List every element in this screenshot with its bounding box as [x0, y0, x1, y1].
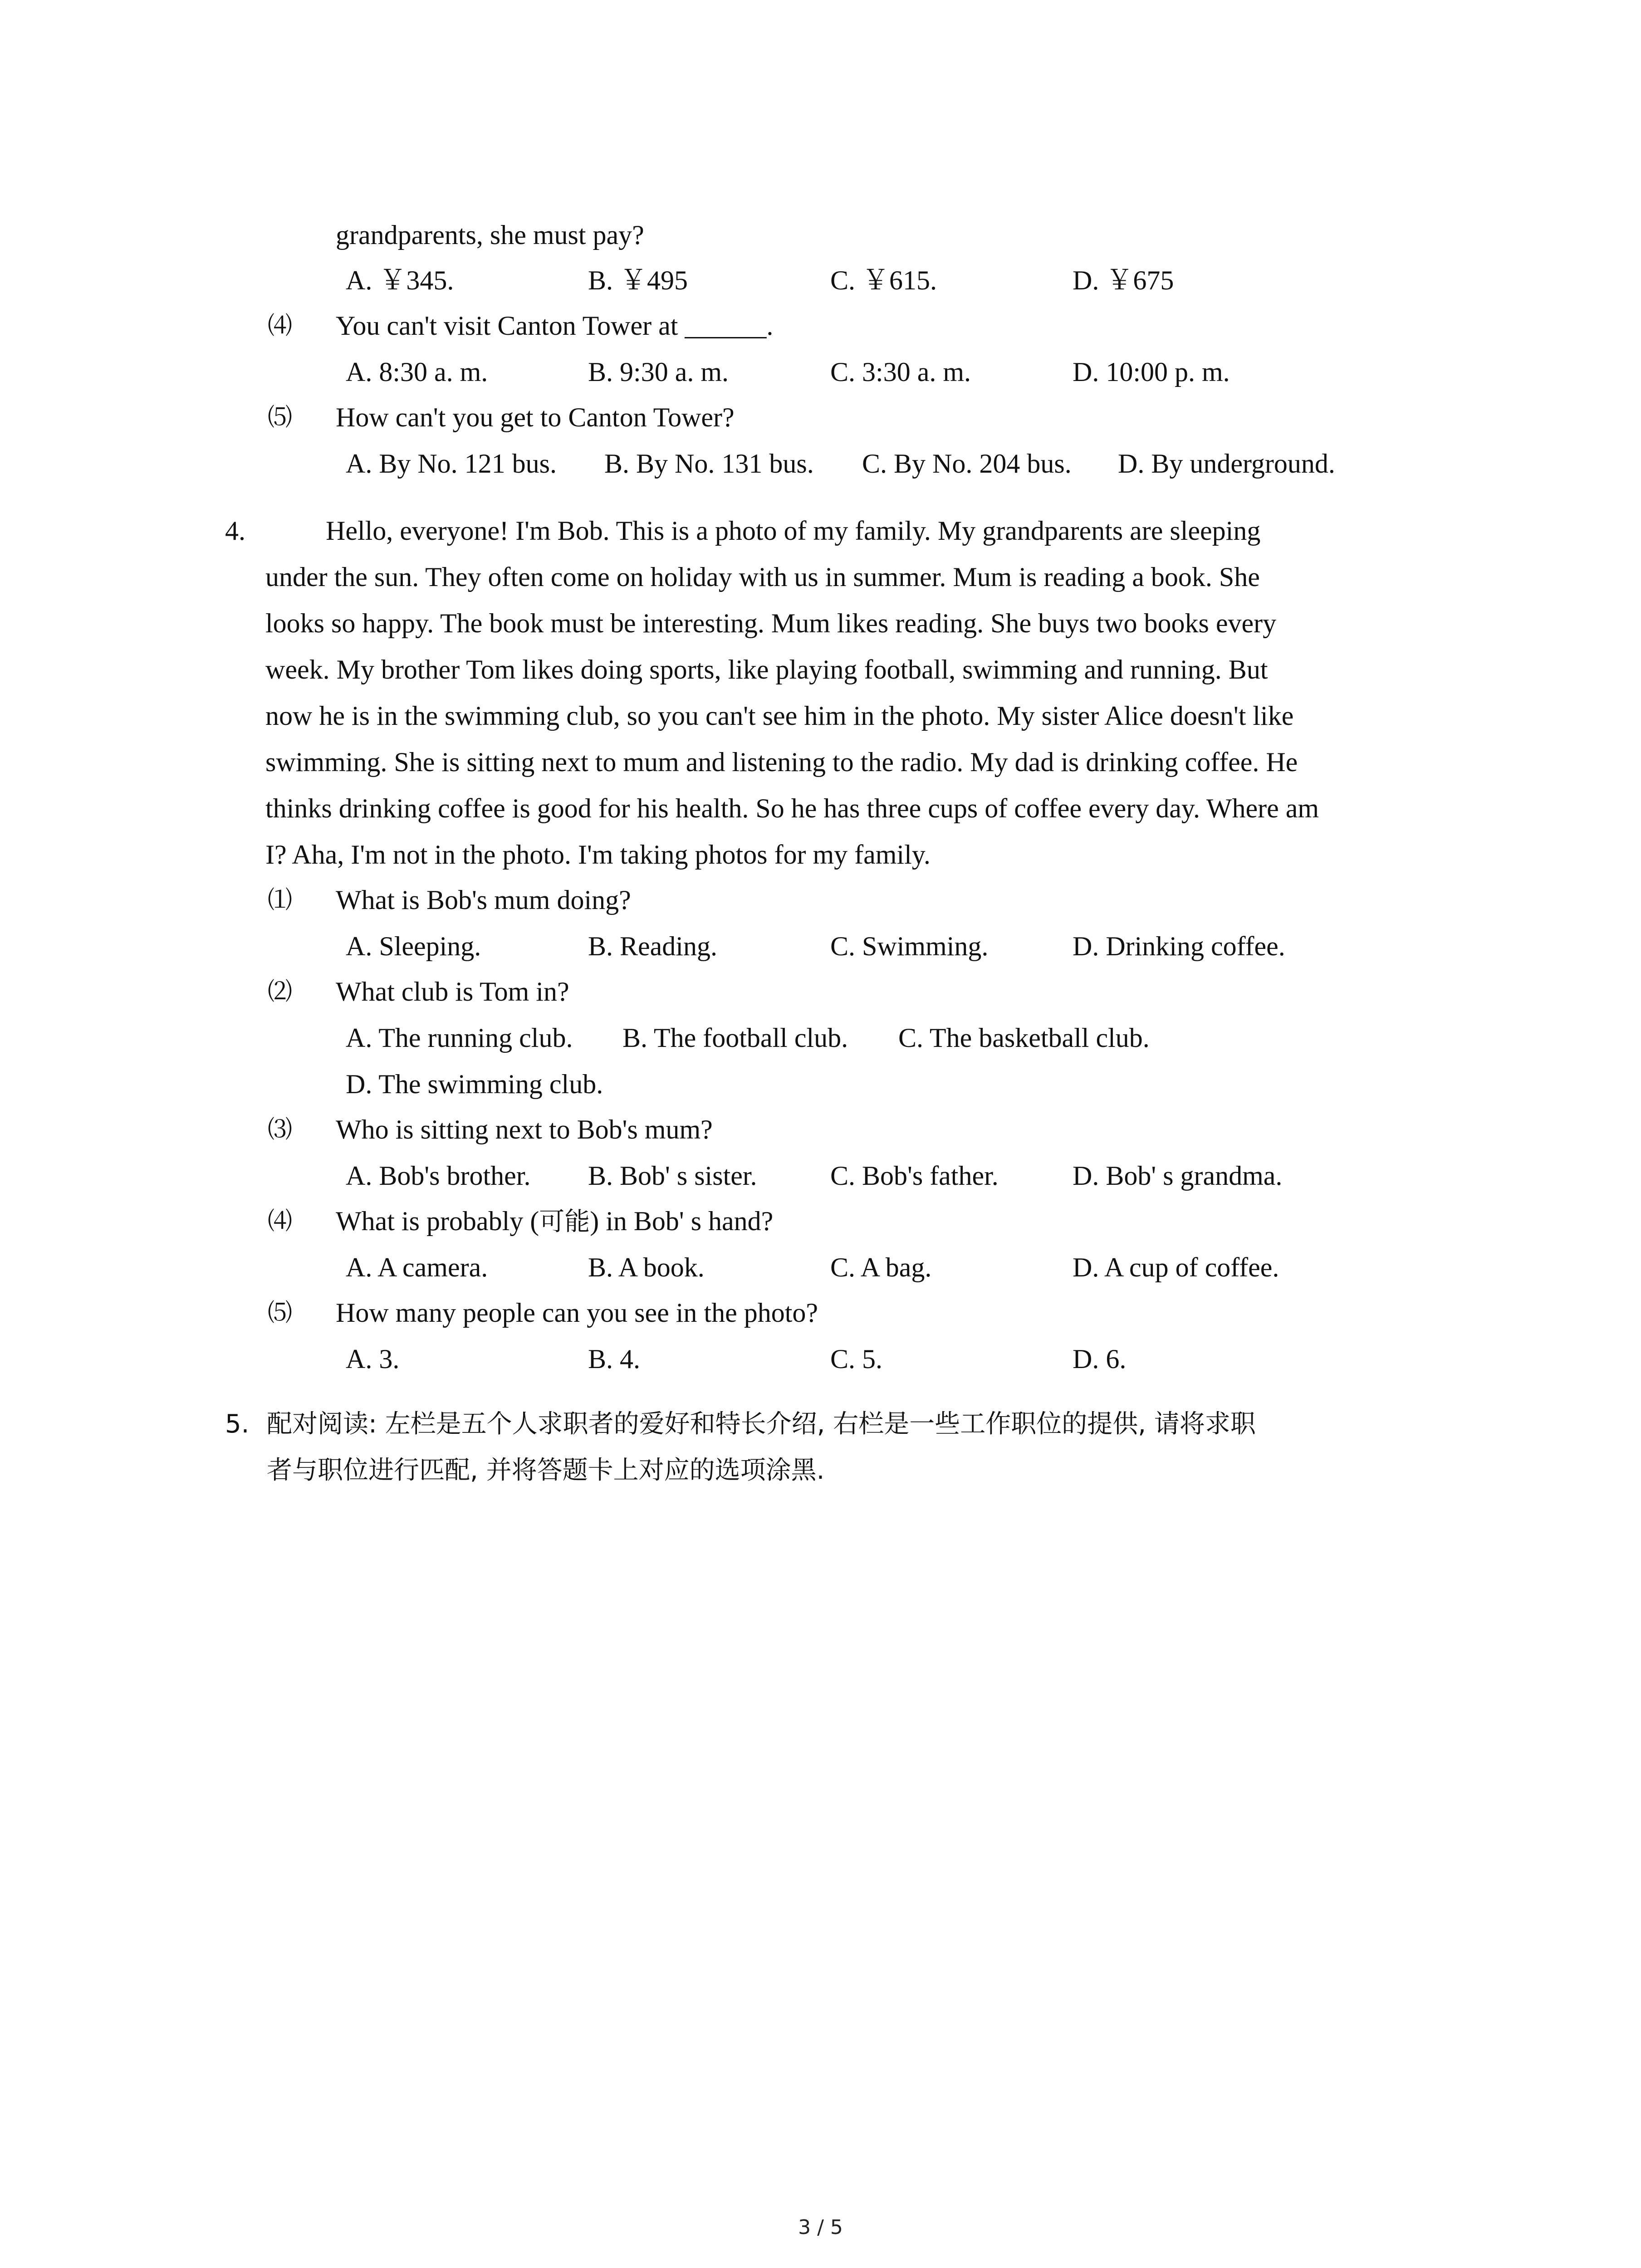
s4-q5-number: ⑸	[268, 1298, 292, 1327]
s4-q4-text-cjk: 可能	[539, 1207, 590, 1237]
s4-q5-text: How many people can you see in the photo?	[336, 1298, 818, 1328]
q4-option-b: B. 9:30 a. m.	[588, 357, 729, 387]
passage-line-6: swimming. She is sitting next to mum and listening to the radio. My dad is drinking coffee. He	[265, 747, 1298, 777]
s4-q2-option-a: A. The running club.	[346, 1023, 573, 1053]
passage-line-7: thinks drinking coffee is good for his health. So he has three cups of coffee every day. Where am	[265, 793, 1319, 823]
q3-option-b: B. ￥495	[588, 265, 688, 295]
q3-continuation: grandparents, she must pay?	[336, 220, 644, 250]
q5-text: How can't you get to Canton Tower?	[336, 402, 735, 432]
s4-q4-option-c: C. A bag.	[830, 1252, 932, 1282]
s4-q4-text-after: ) in Bob' s hand?	[590, 1206, 774, 1236]
s4-q1-option-d: D. Drinking coffee.	[1073, 931, 1285, 961]
s4-q3-option-b: B. Bob' s sister.	[588, 1161, 757, 1191]
q5-option-b: B. By No. 131 bus.	[604, 449, 814, 479]
s4-q1-option-c: C. Swimming.	[830, 931, 989, 961]
s4-q2-option-b: B. The football club.	[622, 1023, 848, 1053]
s4-q2-option-c: C. The basketball club.	[898, 1023, 1150, 1053]
q3-option-c: C. ￥615.	[830, 265, 937, 295]
s4-q5-option-b: B. 4.	[588, 1344, 641, 1374]
q5-option-a: A. By No. 121 bus.	[346, 449, 557, 479]
q4-text: You can't visit Canton Tower at ______.	[336, 311, 774, 341]
passage-line-1: Hello, everyone! I'm Bob. This is a photo of my family. My grandparents are sleeping	[326, 516, 1261, 546]
s4-q5-option-d: D. 6.	[1073, 1344, 1127, 1374]
s4-q1-option-b: B. Reading.	[588, 931, 717, 961]
s4-q4-number: ⑷	[268, 1207, 292, 1235]
q4-option-d: D. 10:00 p. m.	[1073, 357, 1230, 387]
section-5-number: 5.	[225, 1409, 250, 1439]
s4-q4-option-a: A. A camera.	[346, 1252, 488, 1282]
page-number: 3 / 5	[798, 2216, 843, 2239]
s4-q1-text: What is Bob's mum doing?	[336, 885, 631, 915]
s4-q1-option-a: A. Sleeping.	[346, 931, 481, 961]
q5-number: ⑸	[268, 403, 292, 431]
q4-option-a: A. 8:30 a. m.	[346, 357, 488, 387]
q4-option-c: C. 3:30 a. m.	[830, 357, 971, 387]
passage-line-2: under the sun. They often come on holiday with us in summer. Mum is reading a book. She	[265, 562, 1260, 592]
q3-option-d: D. ￥675	[1073, 265, 1174, 295]
passage-line-8: I? Aha, I'm not in the photo. I'm taking photos for my family.	[265, 840, 931, 870]
s4-q2-number: ⑵	[268, 977, 292, 1006]
s4-q5-option-c: C. 5.	[830, 1344, 883, 1374]
section-4-number: 4.	[225, 516, 245, 546]
passage-line-4: week. My brother Tom likes doing sports, like playing football, swimming and running. But	[265, 655, 1268, 684]
s4-q3-option-d: D. Bob' s grandma.	[1073, 1161, 1283, 1191]
s4-q2-option-d: D. The swimming club.	[346, 1069, 603, 1099]
q4-number: ⑷	[268, 311, 292, 340]
s4-q4-option-d: D. A cup of coffee.	[1073, 1252, 1279, 1282]
section-5-line-1: 配对阅读: 左栏是五个人求职者的爱好和特长介绍, 右栏是一些工作职位的提供, 请将求职	[267, 1409, 1256, 1439]
s4-q4-option-b: B. A book.	[588, 1252, 705, 1282]
s4-q5-option-a: A. 3.	[346, 1344, 400, 1374]
s4-q4-text	[336, 1203, 773, 1240]
s4-q2-text: What club is Tom in?	[336, 977, 569, 1007]
q5-option-c: C. By No. 204 bus.	[862, 449, 1072, 479]
passage-line-3: looks so happy. The book must be interesting. Mum likes reading. She buys two books every	[265, 608, 1277, 638]
s4-q3-text: Who is sitting next to Bob's mum?	[336, 1114, 713, 1144]
q5-option-d: D. By underground.	[1118, 449, 1335, 479]
s4-q1-number: ⑴	[268, 885, 292, 914]
section-5-line-2: 者与职位进行匹配, 并将答题卡上对应的选项涂黑.	[267, 1456, 825, 1485]
s4-q3-option-c: C. Bob's father.	[830, 1161, 999, 1191]
passage-line-5: now he is in the swimming club, so you can't see him in the photo. My sister Alice doesn't like	[265, 701, 1294, 731]
s4-q4-text-before: What is probably (	[336, 1206, 539, 1236]
s4-q3-number: ⑶	[268, 1115, 292, 1144]
s4-q3-option-a: A. Bob's brother.	[346, 1161, 531, 1191]
q3-option-a: A. ￥345.	[346, 265, 454, 295]
